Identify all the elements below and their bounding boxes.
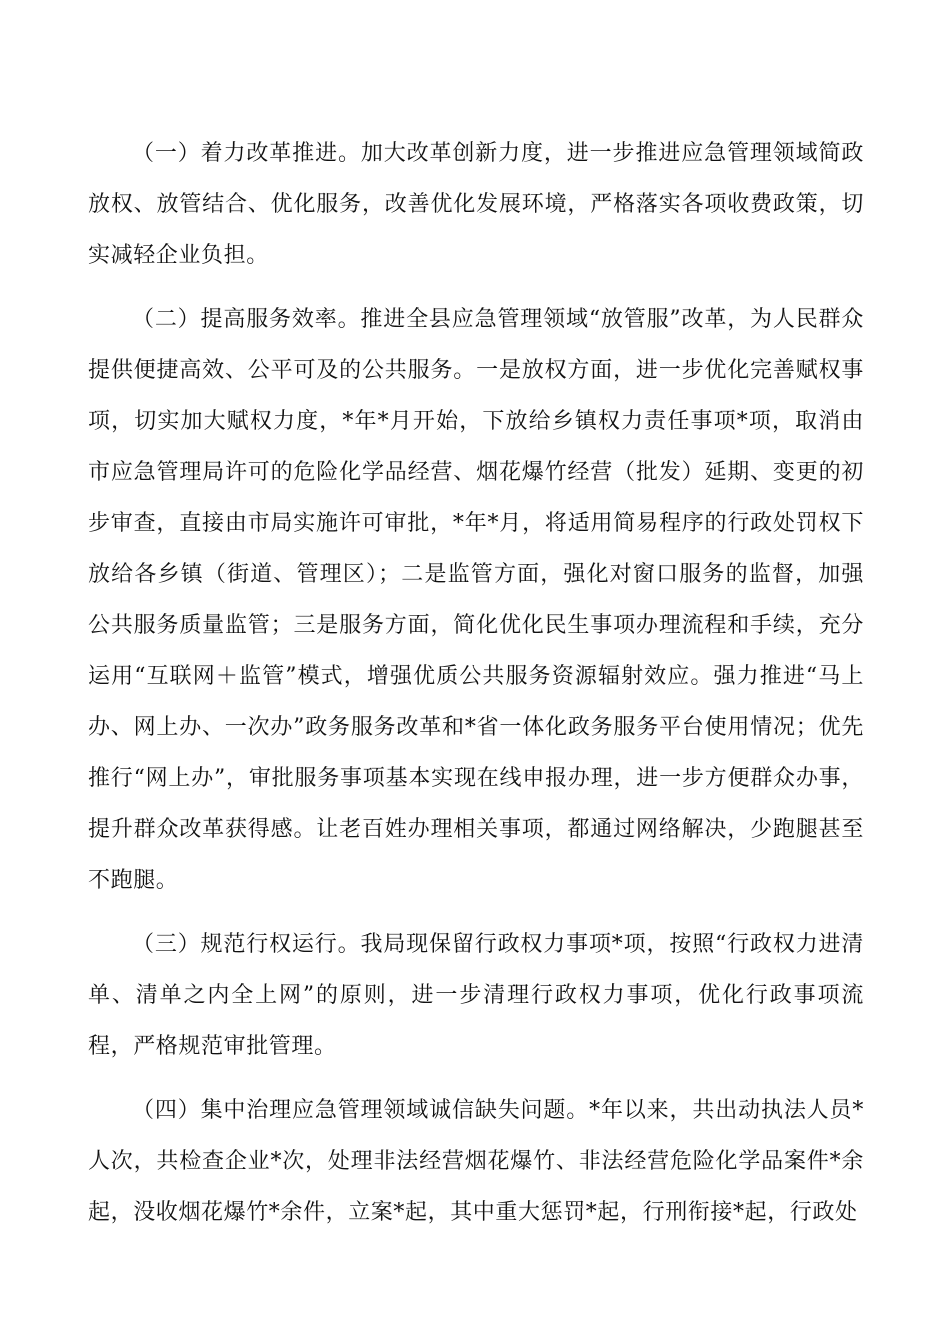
paragraph-service-efficiency: （二）提高服务效率。推进全县应急管理领域“放管服”改革，为人民群众提供便捷高效、公平可及的公共服务。一是放权方面，进一步优化完善赋权事项，切实加大赋权力度，*年*月开始，下放给乡镇权力责任事项*项，取消由市应急管理局许可的危险化学品经营、烟花爆竹经营（批发）延期、变更的初步审查，直接由市局实施许可审批，*年*月，将适用简易程序的行政处罚权下放给各乡镇（街道、管理区）；二是监管方面，强化对窗口服务的监督，加强公共服务质量监管；三是服务方面，简化优化民生事项办理流程和手续，充分运用“互联网＋监管”模式，增强优质公共服务资源辐射效应。强力推进“马上办、网上办、一次办”政务服务改革和*省一体化政务服务平台使用情况；优先推行“网上办”，审批服务事项基本实现在线申报办理，进一步方便群众办事，提升群众改革获得感。让老百姓办理相关事项，都通过网络解决，少跑腿甚至不跑腿。 (88, 307, 864, 893)
paragraph-regulate-power: （三）规范行权运行。我局现保留行政权力事项*项，按照“行政权力进清单、清单之内全上网”的原则，进一步清理行政权力事项，优化行政事项流程，严格规范审批管理。 (88, 932, 864, 1059)
document-body (88, 128, 864, 1251)
paragraph-reform-advance: （一）着力改革推进。加大改革创新力度，进一步推进应急管理领域简政放权、放管结合、优化服务，改善优化发展环境，严格落实各项收费政策，切实减轻企业负担。 (88, 141, 864, 268)
paragraph-integrity-governance: （四）集中治理应急管理领域诚信缺失问题。*年以来，共出动执法人员*人次，共检查企业*次，处理非法经营烟花爆竹、非法经营危险化学品案件*余起，没收烟花爆竹*余件，立案*起，其中重大惩罚*起，行刑衔接*起，行政处 (88, 1098, 864, 1225)
